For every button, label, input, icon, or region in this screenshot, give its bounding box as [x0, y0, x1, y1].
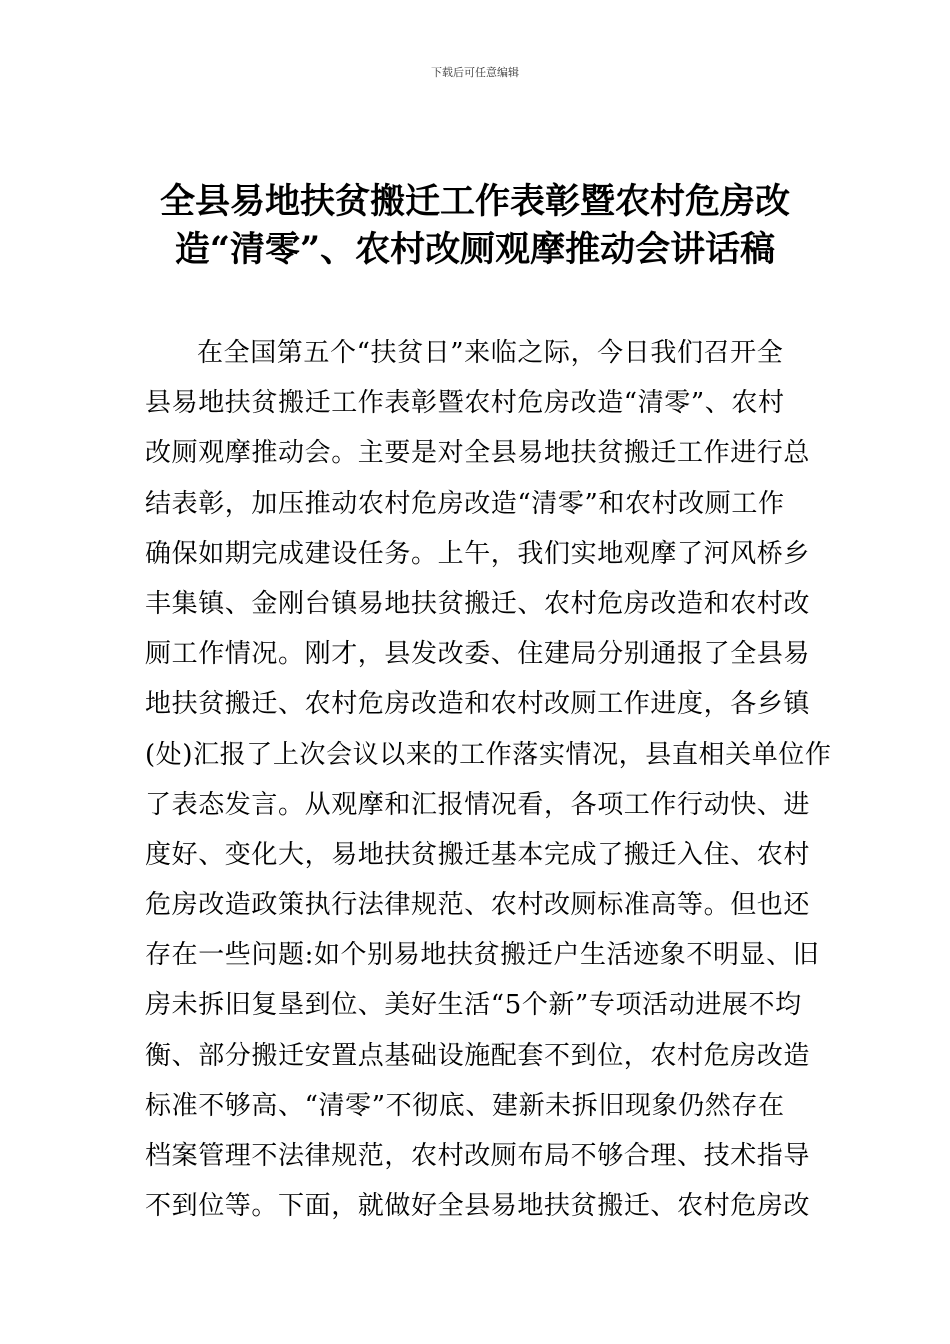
text-line: 了表态发言。从观摩和汇报情况看，各项工作行动快、进: [145, 789, 811, 820]
text-line: 丰集镇、金刚台镇易地扶贫搬迁、农村危房改造和农村改: [145, 588, 811, 619]
body-paragraph: [145, 328, 832, 1231]
text-line: 房未拆旧复垦到位、美好生活“5个新”专项活动进展不均: [145, 990, 802, 1021]
text-line: (处)汇报了上次会议以来的工作落实情况，县直相关单位作: [145, 739, 832, 770]
header-note: 下载后可任意编辑: [431, 66, 519, 79]
text-line: 地扶贫搬迁、农村危房改造和农村改厕工作进度，各乡镇: [145, 689, 811, 720]
text-line: 存在一些问题:如个别易地扶贫搬迁户生活迹象不明显、旧: [145, 940, 820, 971]
text-line: 不到位等。下面，就做好全县易地扶贫搬迁、农村危房改: [145, 1191, 811, 1222]
text-line: 结表彰，加压推动农村危房改造“清零”和农村改厕工作: [145, 488, 785, 519]
text-line: 县易地扶贫搬迁工作表彰暨农村危房改造“清零”、农村: [145, 388, 785, 419]
text-line: 档案管理不法律规范，农村改厕布局不够合理、技术指导: [145, 1141, 811, 1171]
text-line: 危房改造政策执行法律规范、农村改厕标准高等。但也还: [145, 890, 811, 921]
text-line: 度好、变化大，易地扶贫搬迁基本完成了搬迁入住、农村: [145, 839, 811, 870]
title-line: 全县易地扶贫搬迁工作表彰暨农村危房改: [159, 181, 790, 222]
text-line: 改厕观摩推动会。主要是对全县易地扶贫搬迁工作进行总: [145, 438, 811, 469]
title-line: 造“清零”、农村改厕观摩推动会讲话稿: [174, 229, 776, 270]
text-line: 厕工作情况。刚才，县发改委、住建局分别通报了全县易: [145, 639, 811, 670]
text-line: 在全国第五个“扶贫日”来临之际，今日我们召开全: [197, 338, 784, 368]
text-line: 标准不够高、“清零”不彻底、建新未拆旧现象仍然存在: [145, 1090, 785, 1121]
document-title: [150, 178, 800, 274]
text-line: 确保如期完成建设任务。上午，我们实地观摩了河风桥乡: [145, 538, 811, 569]
text-line: 衡、部分搬迁安置点基础设施配套不到位，农村危房改造: [145, 1040, 811, 1071]
